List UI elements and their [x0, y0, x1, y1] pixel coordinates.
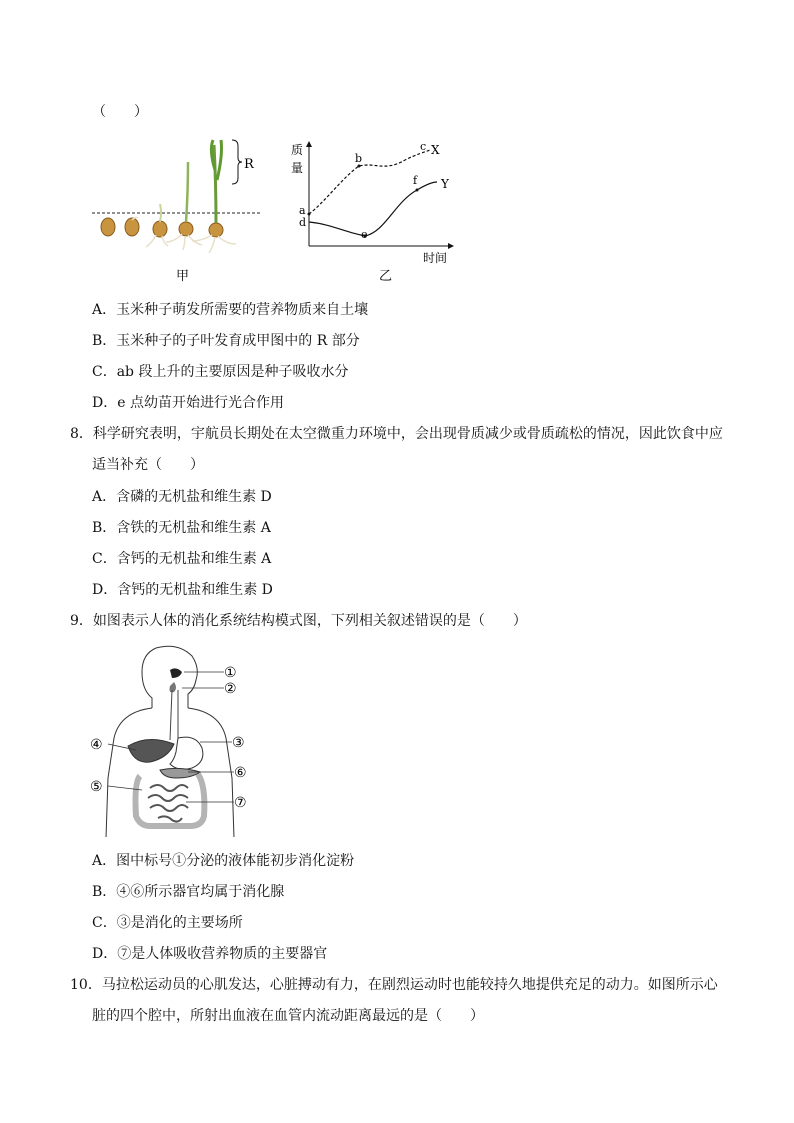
q10-stem-line1: 10．马拉松运动员的心肌发达，心脏搏动有力，在剧烈运动时也能较持久地提供充足的动力。如图所示心	[70, 977, 718, 993]
q8-stem-line2: 适当补充（ ）	[92, 457, 204, 473]
q8-option-b: B．含铁的无机盐和维生素 A	[92, 520, 271, 536]
q8-stem-line1: 8．科学研究表明，宇航员长期处在太空微重力环境中，会出现骨质减少或骨质疏松的情况，因此饮食中应	[70, 426, 723, 442]
figure-yi-caption: 乙	[379, 269, 393, 284]
label-2: ②	[224, 681, 237, 697]
point-a-label: a	[299, 204, 306, 217]
figure-yi-xlabel: 时间	[423, 251, 448, 265]
q8-option-d: D．含钙的无机盐和维生素 D	[92, 582, 273, 598]
series-x-label: X	[431, 143, 440, 157]
q10-stem-line2: 脏的四个腔中，所射出血液在血管内流动距离最远的是（ ）	[92, 1008, 484, 1024]
point-e-label: e	[361, 228, 368, 241]
figure-jia-seed-germination	[90, 130, 270, 285]
q8-option-c: C．含钙的无机盐和维生素 A	[92, 551, 272, 567]
q7-answer-paren: （ ）	[92, 104, 148, 120]
figure-yi-mass-time-graph	[285, 132, 465, 284]
figure-yi-ylabel-2: 量	[291, 161, 304, 175]
q7-option-b: B．玉米种子的子叶发育成甲图中的 R 部分	[92, 333, 360, 349]
label-1: ①	[224, 665, 237, 681]
figure-digestive-system	[88, 642, 258, 837]
label-3: ③	[232, 735, 245, 751]
q8-option-a: A．含磷的无机盐和维生素 D	[92, 489, 272, 505]
q9-option-a: A．图中标号①分泌的液体能初步消化淀粉	[92, 853, 355, 869]
q7-option-c: C．ab 段上升的主要原因是种子吸收水分	[92, 364, 349, 380]
label-5: ⑤	[90, 779, 103, 795]
figure-yi-ylabel-1: 质	[291, 143, 304, 157]
point-b-label: b	[355, 152, 363, 165]
q9-option-b: B．④⑥所示器官均属于消化腺	[92, 884, 285, 900]
point-d-label: d	[299, 216, 307, 229]
series-y-label: Y	[441, 177, 449, 191]
point-f-label: f	[413, 174, 418, 187]
figure-jia-r-label: R	[244, 157, 254, 172]
q9-stem: 9．如图表示人体的消化系统结构模式图，下列相关叙述错误的是（ ）	[70, 613, 527, 629]
point-c-label: c	[420, 140, 427, 153]
label-6: ⑥	[234, 765, 247, 781]
q7-option-a: A．玉米种子萌发所需要的营养物质来自土壤	[92, 302, 369, 318]
q9-option-d: D．⑦是人体吸收营养物质的主要器官	[92, 946, 328, 962]
q7-option-d: D．e 点幼苗开始进行光合作用	[92, 395, 284, 411]
label-4: ④	[90, 737, 103, 753]
label-7: ⑦	[234, 795, 247, 811]
q9-option-c: C．③是消化的主要场所	[92, 915, 243, 931]
figure-jia-caption: 甲	[176, 269, 190, 284]
